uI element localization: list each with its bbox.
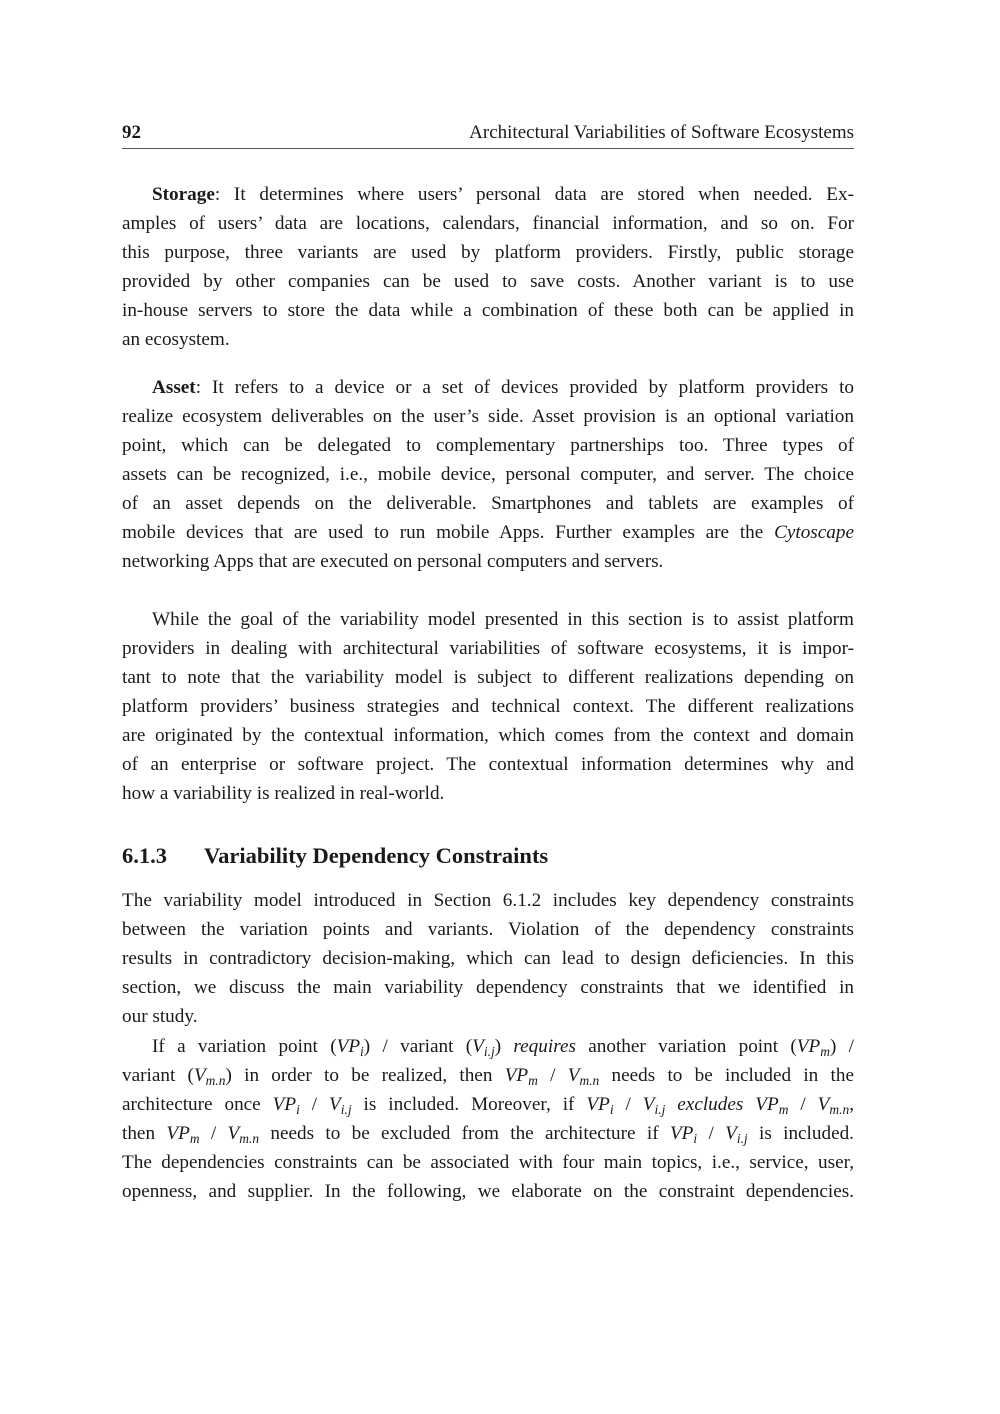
asset-term: Asset [152, 377, 196, 398]
running-header [122, 120, 854, 149]
text-line: of an enterprise or software project. The contextual information determines why and [122, 754, 854, 775]
text-line: point, which can be delegated to complementary partnerships too. Three types of [122, 435, 854, 456]
text-line: amples of users’ data are locations, calendars, financial information, and so on. For [122, 213, 854, 234]
text-line: Storage: It determines where users’ personal data are stored when needed. Ex- [152, 184, 854, 205]
text-line: The variability model introduced in Section 6.1.2 includes key dependency constraints [122, 890, 854, 911]
running-title: Architectural Variabilities of Software Ecosystems [469, 122, 854, 143]
section-title: Variability Dependency Constraints [204, 843, 549, 868]
storage-term: Storage [152, 184, 215, 205]
text-line: section, we discuss the main variability dependency constraints that we identified in [122, 977, 854, 998]
text-line: provided by other companies can be used to save costs. Another variant is to use [122, 271, 854, 292]
text-line: realize ecosystem deliverables on the user’s side. Asset provision is an optional variation [122, 406, 854, 427]
page-number: 92 [122, 122, 141, 143]
text-line: mobile devices that are used to run mobile Apps. Further examples are the Cytoscape [122, 522, 854, 543]
text-line: While the goal of the variability model presented in this section is to assist platform [152, 609, 854, 630]
text-line: If a variation point $(VP_i)$ / variant $(V_{i.j})$ requires another variation point $(VP_m)$ / [152, 1036, 854, 1059]
text-line: assets can be recognized, i.e., mobile device, personal computer, and server. The choice [122, 464, 854, 485]
text-line: tant to note that the variability model is subject to different realizations depending on [122, 667, 854, 688]
text-line: then $VP_m / V_{m.n}$ needs to be excluded from the architecture if $VP_i / V_{i.j}$ is included. [122, 1123, 854, 1146]
text-line: this purpose, three variants are used by platform providers. Firstly, public storage [122, 242, 854, 263]
text-line: openness, and supplier. In the following, we elaborate on the constraint dependencies. [122, 1181, 854, 1202]
text-line: networking Apps that are executed on personal computers and servers. [122, 551, 664, 572]
text-line: of an asset depends on the deliverable. Smartphones and tablets are examples of [122, 493, 854, 514]
text-line: platform providers’ business strategies and technical context. The different realizations [122, 696, 854, 717]
text-line: an ecosystem. [122, 329, 230, 350]
text-line: Asset: It refers to a device or a set of devices provided by platform providers to [152, 377, 854, 398]
text-line: are originated by the contextual information, which comes from the context and domain [122, 725, 854, 746]
text-line: providers in dealing with architectural variabilities of software ecosystems, it is impor- [122, 638, 854, 659]
text-line: how a variability is realized in real-world. [122, 783, 445, 804]
text-line: our study. [122, 1006, 198, 1027]
section-heading [122, 843, 548, 869]
text-line: in-house servers to store the data while a combination of these both can be applied in [122, 300, 854, 321]
cytoscape-term: Cytoscape [774, 522, 854, 543]
text-line: between the variation points and variants. Violation of the dependency constraints [122, 919, 854, 940]
text-line: architecture once $VP_i / V_{i.j}$ is included. Moreover, if $VP_i / V_{i.j}$ excludes $VP_m / V_{m.n}$, [122, 1094, 854, 1117]
text-line: results in contradictory decision-making, which can lead to design deficiencies. In this [122, 948, 854, 969]
text-line: The dependencies constraints can be associated with four main topics, i.e., service, user, [122, 1152, 854, 1173]
text-line: variant $(V_{m.n})$ in order to be realized, then $VP_m / V_{m.n}$ needs to be included in the [122, 1065, 854, 1088]
section-number: 6.1.3 [122, 843, 167, 868]
